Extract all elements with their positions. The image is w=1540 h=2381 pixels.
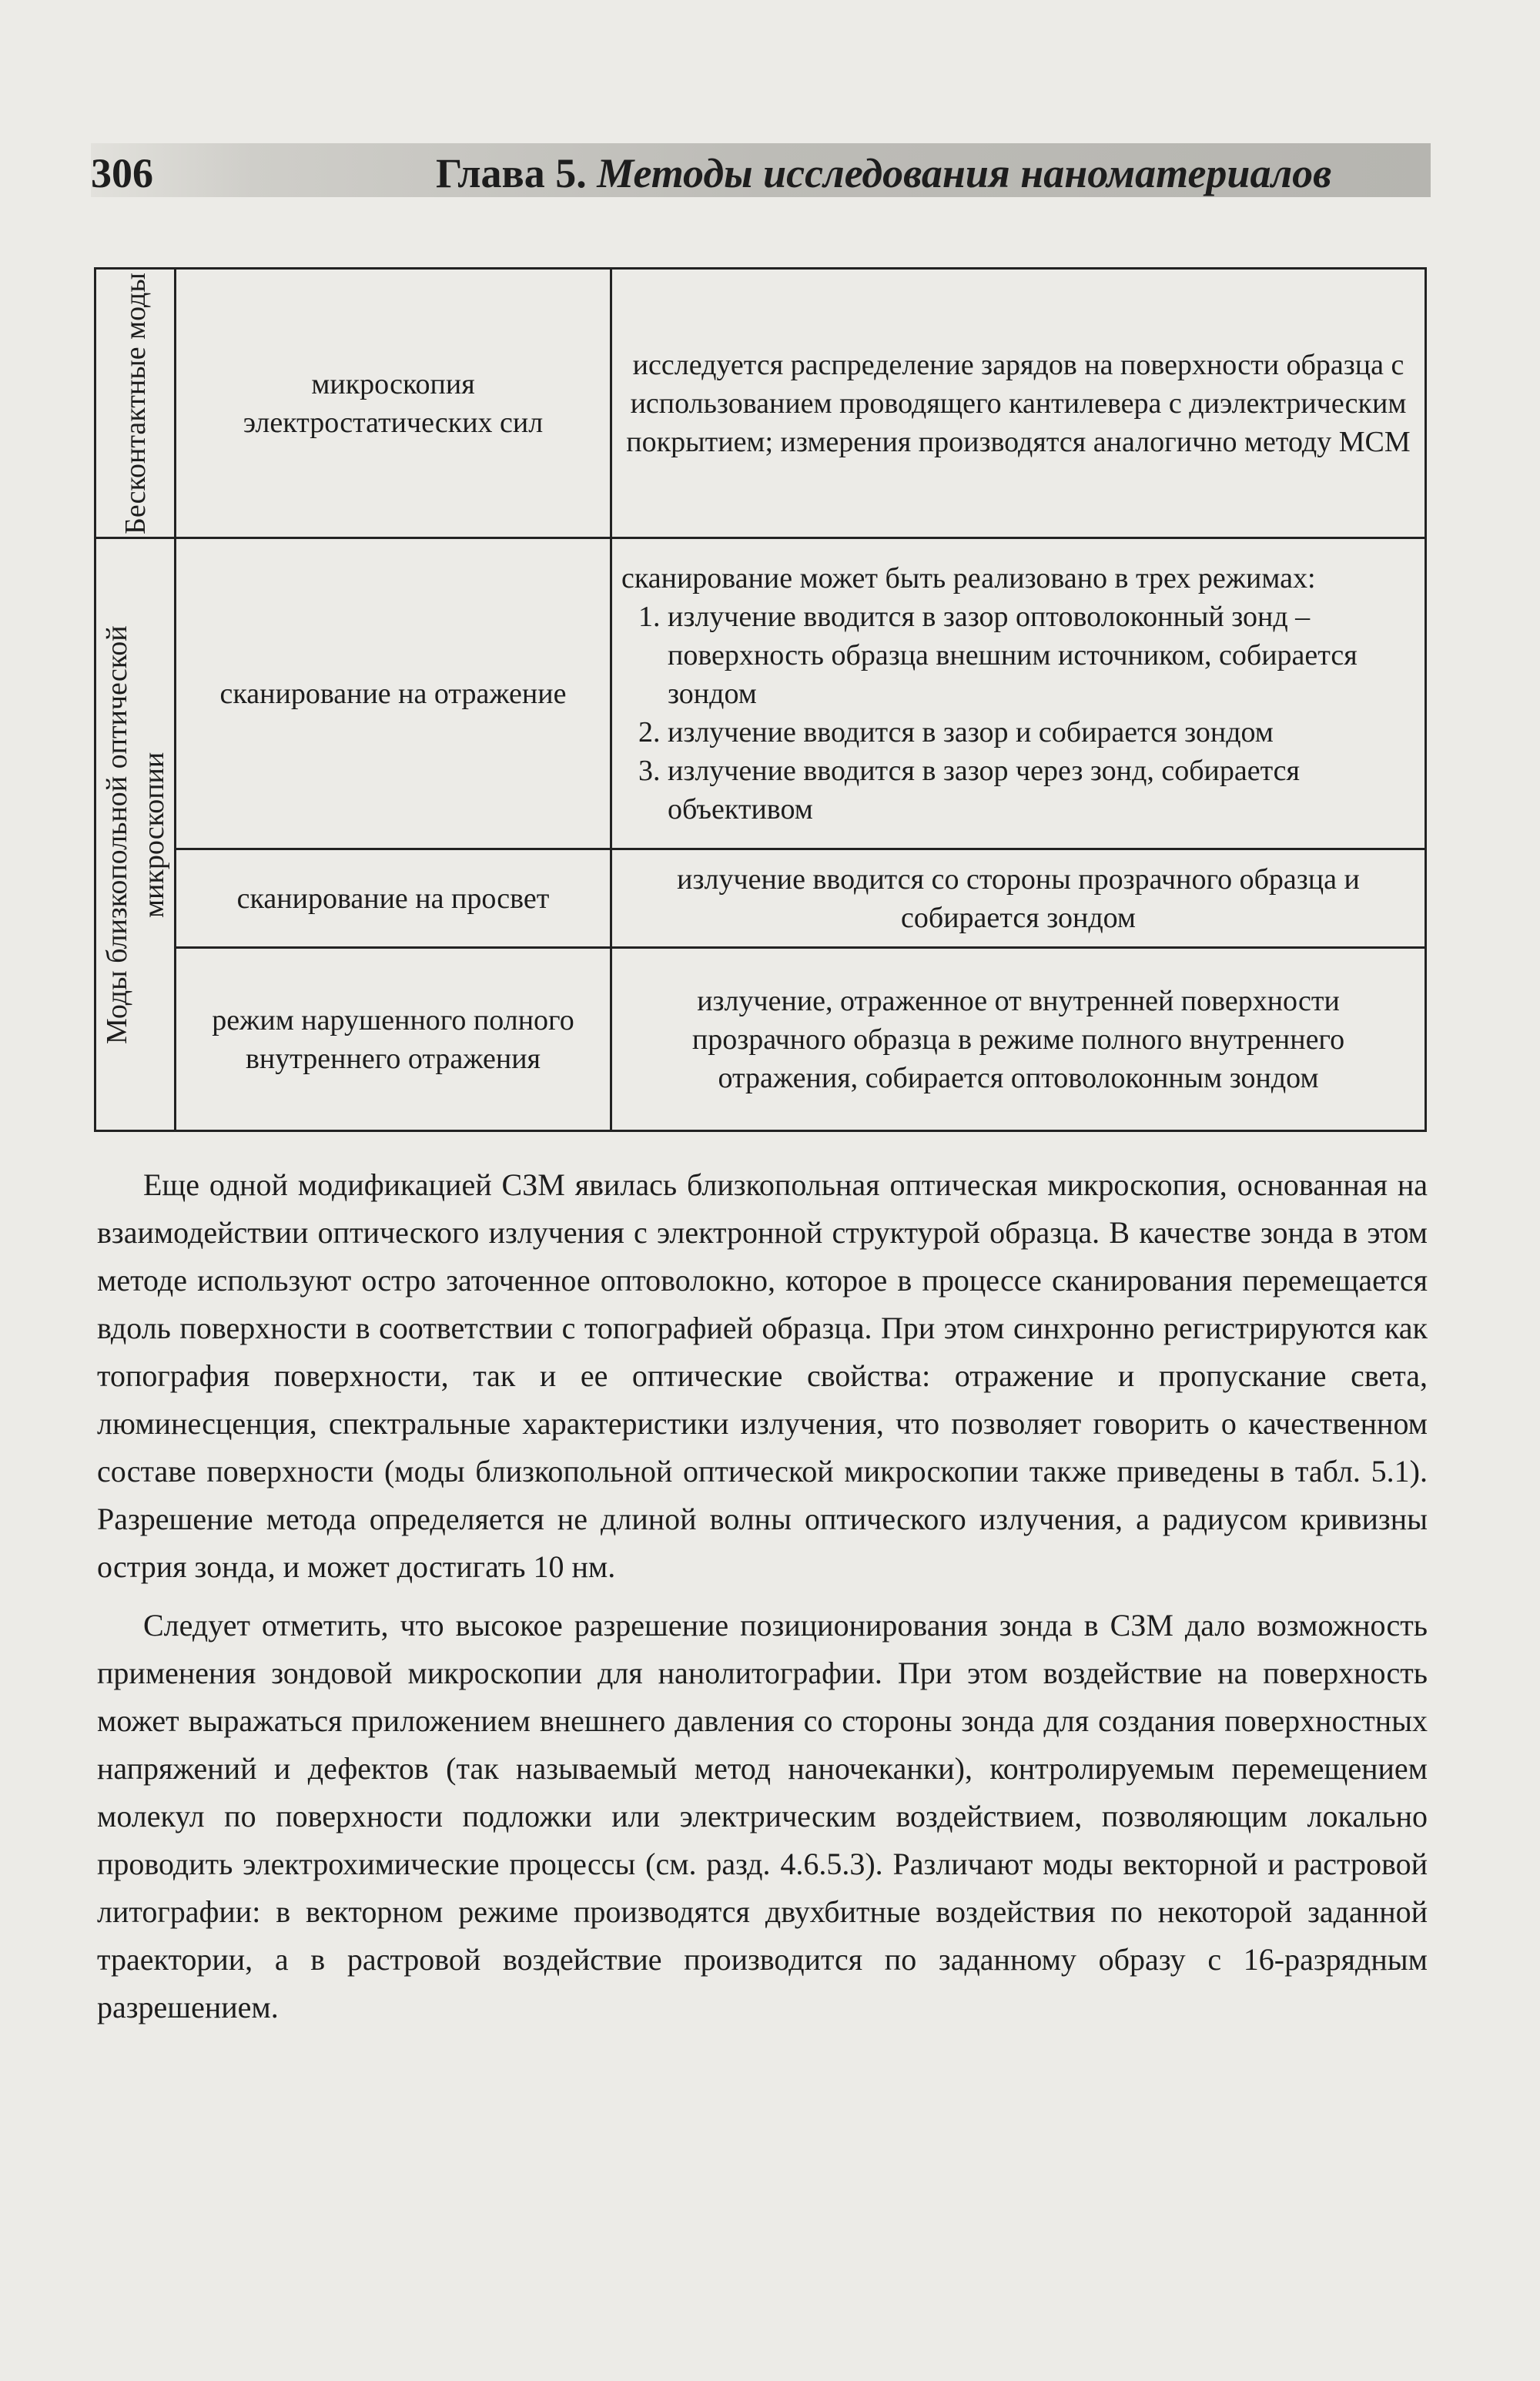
list-item: 1. излучение вводится в зазор оптоволоконный зонд – поверхность образца внешним источником, собирается зондом — [668, 598, 1415, 713]
method-cell: сканирование на просвет — [176, 849, 611, 948]
chapter-title: Методы исследования наноматериалов — [597, 150, 1332, 196]
method-cell: режим нарушенного полного внутреннего отражения — [176, 948, 611, 1131]
description-cell: излучение вводится со стороны прозрачного образца и собирается зондом — [611, 849, 1426, 948]
table-row — [95, 269, 1426, 538]
table-row — [95, 849, 1426, 948]
description-lead: сканирование может быть реализовано в трех режимах: — [621, 561, 1316, 594]
modes-list — [621, 598, 1415, 829]
table-row — [95, 948, 1426, 1131]
group-label: Моды близкопольной оптической микроскопии — [100, 625, 170, 1044]
chapter-label: Глава 5. — [436, 150, 587, 196]
running-head — [436, 149, 1331, 197]
group-label: Бесконтактные моды — [119, 272, 152, 534]
list-item: 2. излучение вводится в зазор и собирается зондом — [668, 713, 1415, 752]
group-cell — [95, 538, 176, 1131]
page-number: 306 — [91, 150, 153, 196]
paragraph: Еще одной модификацией СЗМ явилась близкопольная оптическая микроскопия, основанная на взаимодействии оптического излучения с электронной структурой образца. В качестве зонда в этом методе используют остро заточенное оптоволокно, которое в процессе сканирования перемещается вдоль поверхности в соответствии с топографией образца. При этом синхронно регистрируются как топография поверхности, так и ее оптические свойства: отражение и пропускание света, люминесценция, спектральные характеристики излучения, что позволяет говорить о качественном составе поверхности (моды близкопольной оптической микроскопии также приведены в табл. 5.1). Разрешение метода определяется не длиной волны оптического излучения, а радиусом кривизны острия зонда, и может достигать 10 нм. — [97, 1167, 1428, 1584]
modes-table — [94, 267, 1427, 1132]
method-cell: сканирование на отражение — [176, 538, 611, 849]
method-cell: микроскопия электростатических сил — [176, 269, 611, 538]
list-item: 3. излучение вводится в зазор через зонд, собирается объективом — [668, 752, 1415, 829]
group-cell — [95, 269, 176, 538]
paragraph: Следует отметить, что высокое разрешение позиционирования зонда в СЗМ дало возможность применения зондовой микроскопии для нанолитографии. При этом воздействие на поверхность может выражаться приложением внешнего давления со стороны зонда для создания поверхностных напряжений и дефектов (так называемый метод наночеканки), контролируемым перемещением молекул по поверхности подложки или электрическим воздействием, позволяющим локально проводить электрохимические процессы (см. разд. 4.6.5.3). Различают моды векторной и растровой литографии: в векторном режиме производятся двухбитные воздействия по некоторой заданной траектории, а в растровой воздействие производится по заданному образу с 16-разрядным разрешением. — [97, 1608, 1428, 2024]
description-cell: исследуется распределение зарядов на поверхности образца с использованием проводящего кантилевера с диэлектрическим покрытием; измерения производятся аналогично методу МСМ — [611, 269, 1426, 538]
body-text — [97, 1161, 1428, 2042]
description-cell: излучение, отраженное от внутренней поверхности прозрачного образца в режиме полного внутреннего отражения, собирается оптоволоконным зондом — [611, 948, 1426, 1131]
description-cell — [611, 538, 1426, 849]
table-row — [95, 538, 1426, 849]
